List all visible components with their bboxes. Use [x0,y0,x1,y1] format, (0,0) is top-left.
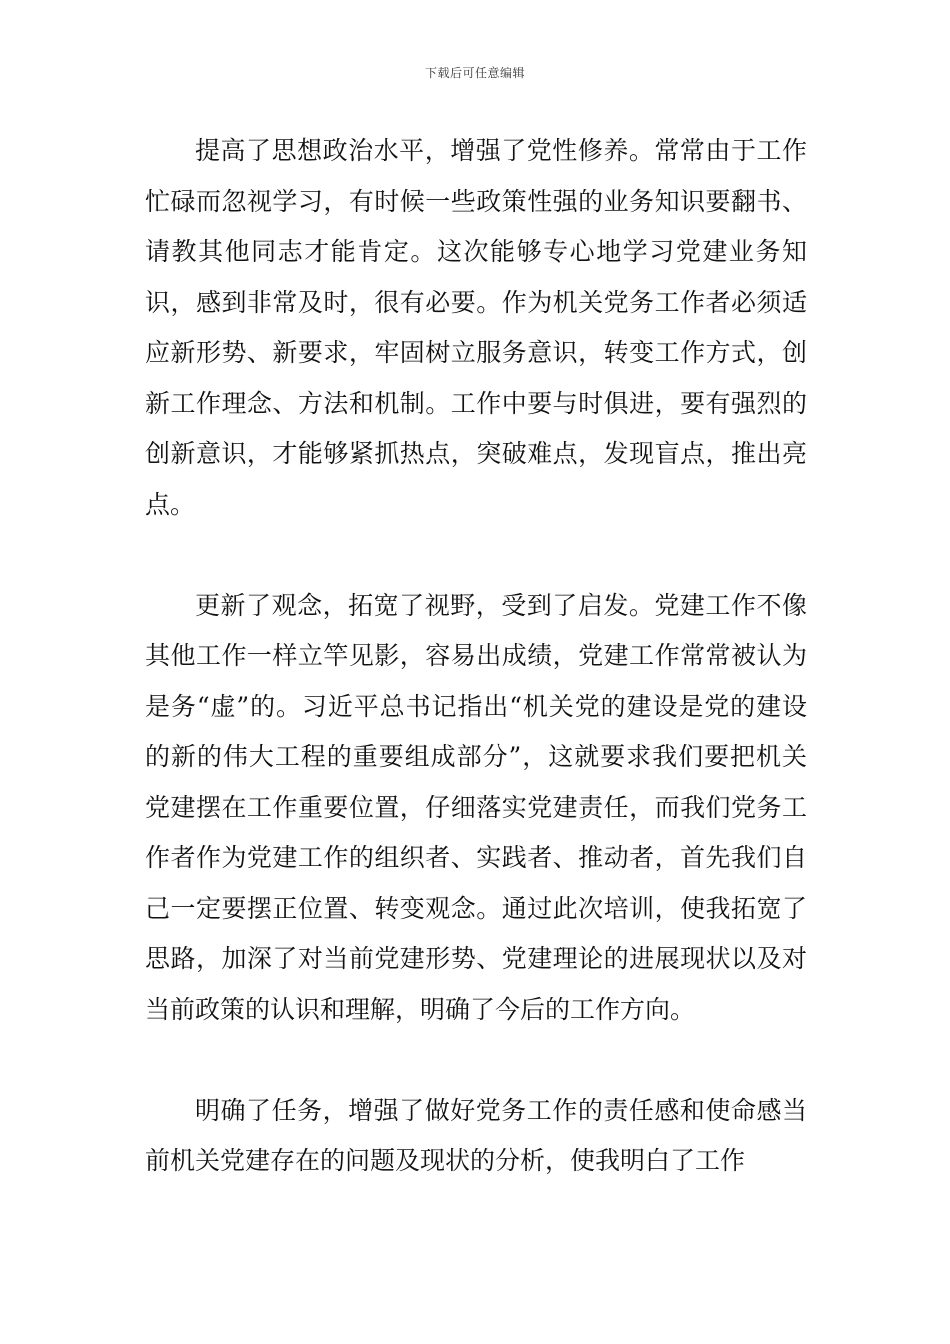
paragraph-gap [145,1035,807,1086]
paragraph-1: 提高了思想政治水平，增强了党性修养。常常由于工作忙碌而忽视学习，有时候一些政策性强的业务知识要翻书、请教其他同志才能肯定。这次能够专心地学习党建业务知识，感到非常及时，很有必要。作为机关党务工作者必须适应新形势、新要求，牢固树立服务意识，转变工作方式，创新工作理念、方法和机制。工作中要与时俱进，要有强烈的创新意识，才能够紧抓热点，突破难点，发现盲点，推出亮点。 [145,136,807,519]
paragraph-3: 明确了任务，增强了做好党务工作的责任感和使命感当前机关党建存在的问题及现状的分析，使我明白了工作 [145,1095,807,1175]
paragraph-gap [145,530,807,581]
paragraph-2: 更新了观念，拓宽了视野，受到了启发。党建工作不像其他工作一样立竿见影，容易出成绩，党建工作常常被认为是务“虚”的。习近平总书记指出“机关党的建设是党的建设的新的伟大工程的重要组成部分”，这就要求我们要把机关党建摆在工作重要位置，仔细落实党建责任，而我们党务工作者作为党建工作的组织者、实践者、推动者，首先我们自己一定要摆正位置、转变观念。通过此次培训，使我拓宽了思路，加深了对当前党建形势、党建理论的进展现状以及对当前政策的认识和理解，明确了今后的工作方向。 [145,590,807,1024]
page-header-note: 下载后可任意编辑 [424,66,525,80]
document-body [145,126,807,1187]
